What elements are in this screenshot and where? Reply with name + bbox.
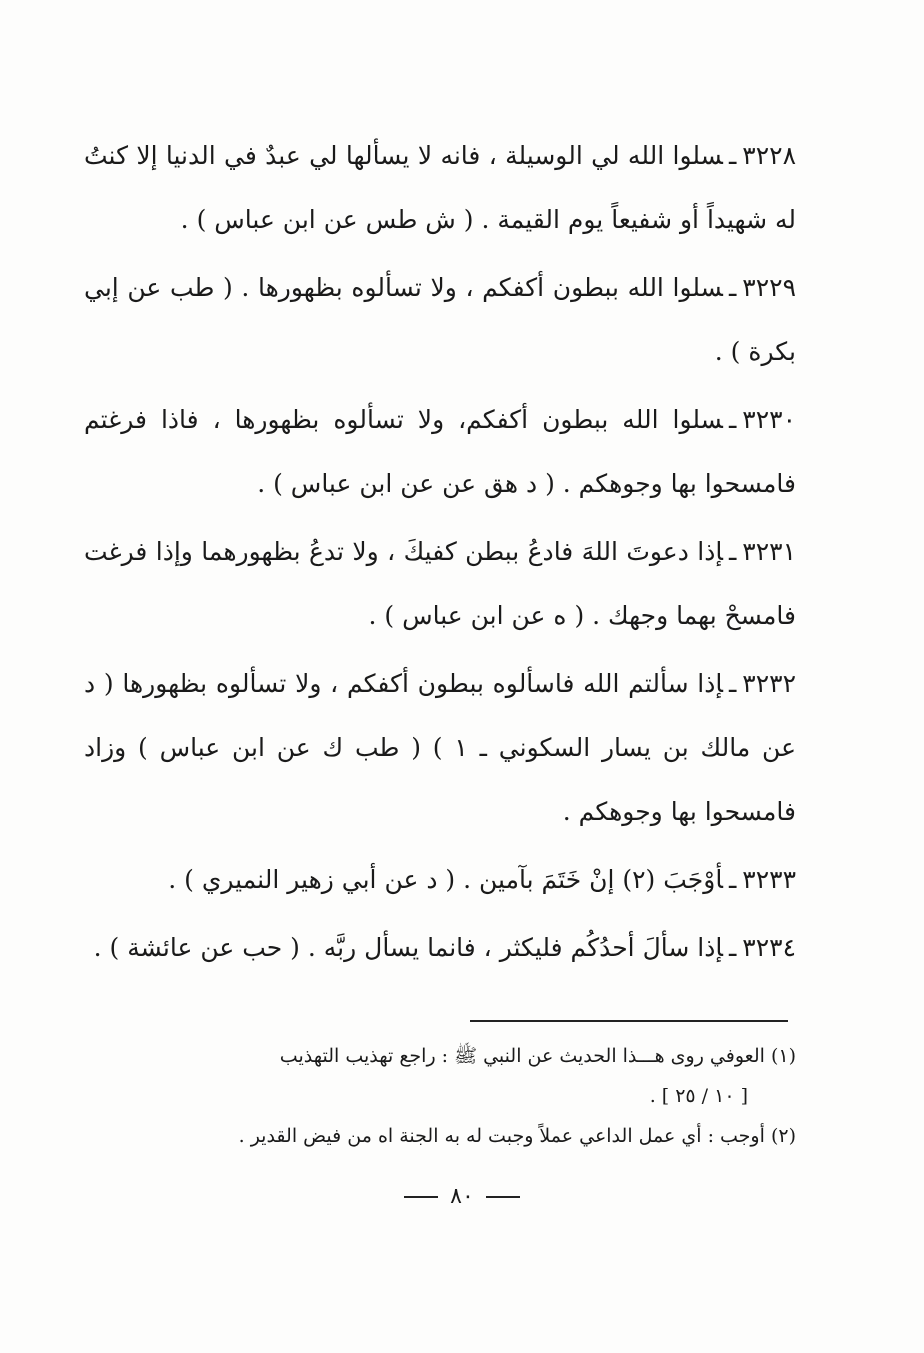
- footnote-marker: (١): [770, 1045, 796, 1067]
- hadith-text: إذا سألَ أحدُكُم فليكثر ، فانما يسأل ربَّه . ( حب عن عائشة ) .: [93, 933, 723, 962]
- footnote-text: العوفي روى هـــذا الحديث عن النبي ﷺ : راجع تهذيب التهذيب: [279, 1045, 765, 1067]
- hadith-text: إذا سألتم الله فاسألوه ببطون أكفكم ، ولا تسألوه بظهورها ( د عن مالك بن يسار السكوني ـ ١ ) ( طب ك عن ابن عباس ) وزاد فامسحوا بها وجوهكم .: [84, 669, 796, 826]
- footnote-reference: [ ١٠ / ٢٥ ] .: [649, 1085, 748, 1107]
- hadith-text: أوْجَبَ (٢) إنْ خَتَمَ بآمين . ( د عن أبي زهير النميري ) .: [168, 865, 723, 894]
- hadith-3229: [84, 256, 796, 384]
- hadith-number: ٣٢٣٠: [742, 405, 796, 434]
- hadith-3234: [84, 916, 796, 980]
- hadith-3228: [84, 124, 796, 252]
- hadith-number: ٣٢٢٨: [742, 141, 796, 170]
- page-number: [0, 1184, 924, 1209]
- dash: ـ: [728, 933, 737, 962]
- hadith-text: سلوا الله ببطون أكفكم، ولا تسألوه بظهورها ، فاذا فرغتم فامسحوا بها وجوهكم . ( د هق عن عن ابن عباس ) .: [84, 405, 796, 498]
- footnote-marker: (٢): [770, 1125, 796, 1147]
- hadith-number: ٣٢٣٤: [742, 933, 796, 962]
- footnotes: [84, 1036, 796, 1156]
- footnote-text: أوجب : أي عمل الداعي عملاً وجبت له به الجنة اه من فيض القدير .: [238, 1125, 765, 1147]
- dash: ـ: [728, 865, 737, 894]
- hadith-3231: [84, 520, 796, 648]
- hadith-text: إذا دعوتَ اللهَ فادعُ ببطن كفيكَ ، ولا تدعُ بظهورهما وإذا فرغت فامسحْ بهما وجهك . ( ه عن ابن عباس ) .: [84, 537, 796, 630]
- footnote-1: [84, 1036, 796, 1076]
- page-number-value: ٨٠: [450, 1184, 474, 1209]
- dash: ـ: [728, 537, 737, 566]
- hadith-number: ٣٢٣١: [742, 537, 796, 566]
- footnote-2: [84, 1116, 796, 1156]
- page-number-dash-left: [404, 1196, 438, 1198]
- dash: ـ: [728, 141, 737, 170]
- hadith-3232: [84, 652, 796, 844]
- footnote-1-reference: [84, 1076, 796, 1116]
- hadith-number: ٣٢٢٩: [742, 273, 796, 302]
- hadith-3230: [84, 388, 796, 516]
- page-number-dash-right: [486, 1196, 520, 1198]
- hadith-number: ٣٢٣٣: [742, 865, 796, 894]
- hadith-text: سلوا الله لي الوسيلة ، فانه لا يسألها لي عبدٌ في الدنيا إلا كنتُ له شهيداً أو شفيعاً يوم القيمة . ( ش طس عن ابن عباس ) .: [84, 141, 796, 234]
- footnote-divider: [470, 1020, 788, 1022]
- hadith-number: ٣٢٣٢: [742, 669, 796, 698]
- dash: ـ: [728, 405, 737, 434]
- dash: ـ: [728, 669, 737, 698]
- hadith-3233: [84, 848, 796, 912]
- hadith-text: سلوا الله ببطون أكفكم ، ولا تسألوه بظهورها . ( طب عن إبي بكرة ) .: [84, 273, 796, 366]
- dash: ـ: [728, 273, 737, 302]
- main-text-body: [84, 124, 796, 984]
